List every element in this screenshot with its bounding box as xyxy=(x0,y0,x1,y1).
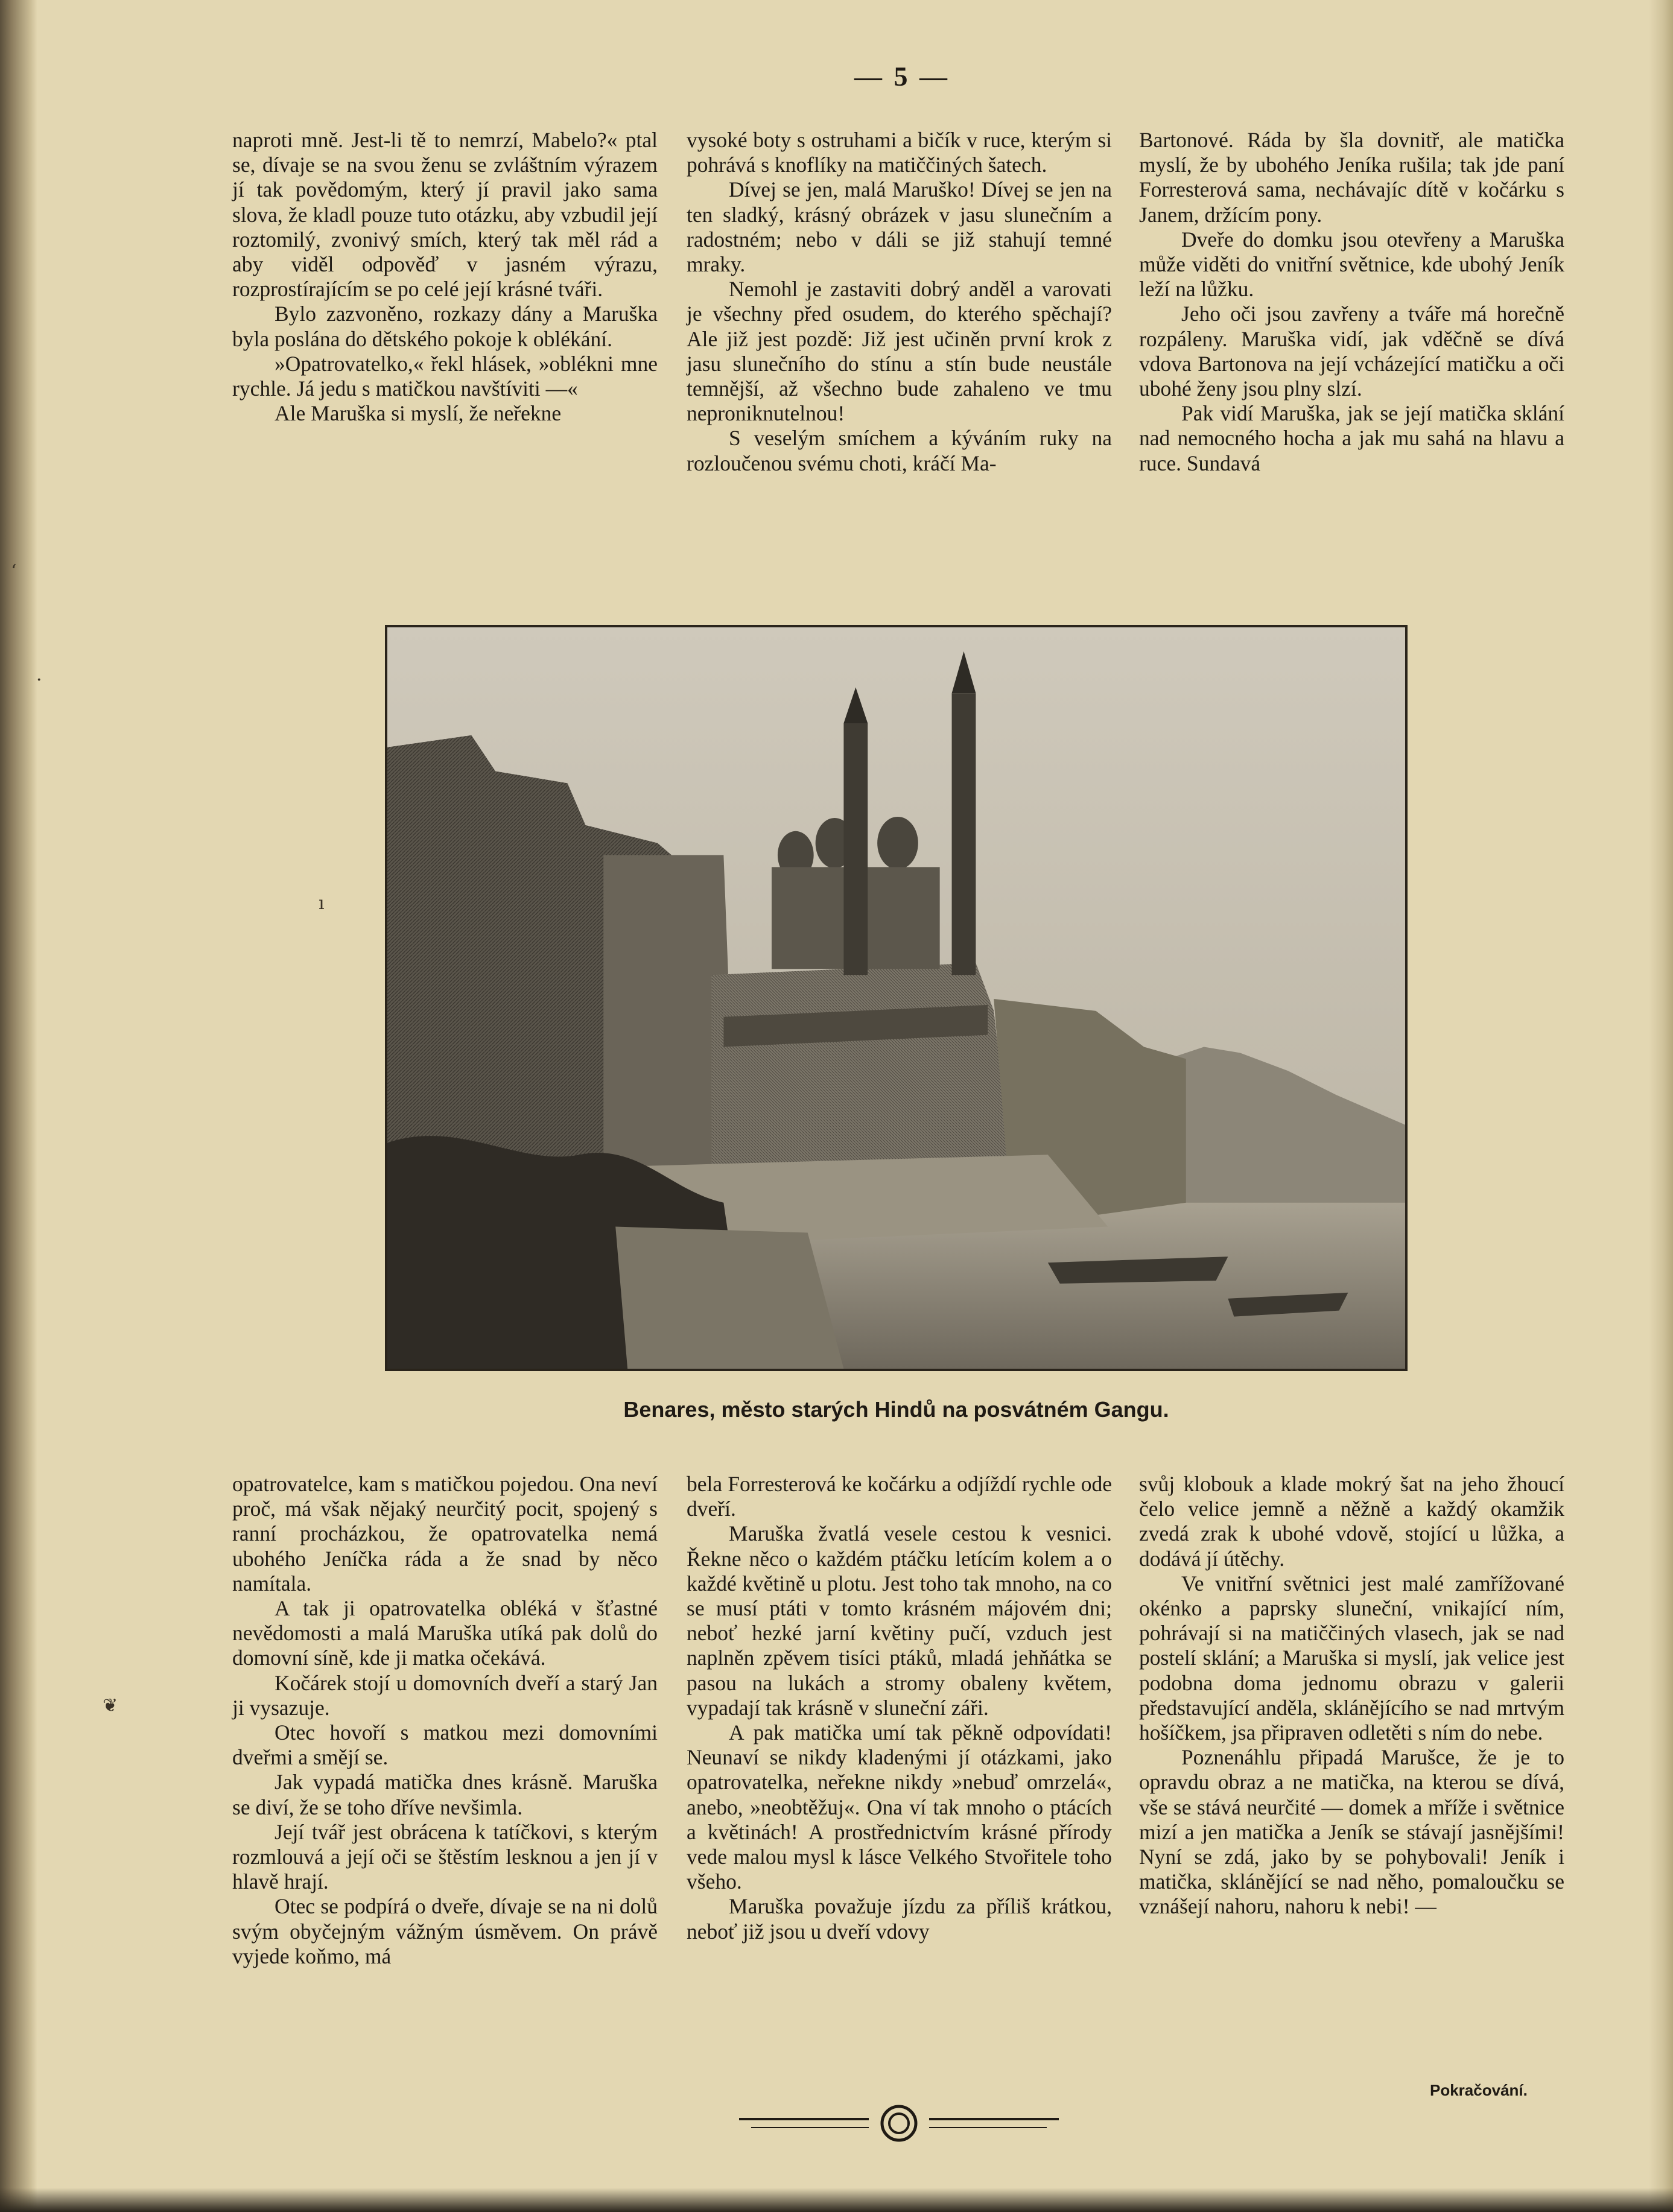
engraving-image xyxy=(387,627,1405,1369)
text-column-top-2 xyxy=(687,128,1112,476)
text-column-bottom-2 xyxy=(687,1472,1112,1944)
paragraph: Dívej se jen, malá Maruško! Dívej se jen na ten sladký, krásný obrázek v jasu slunečním a radostném; nebo v dáli se již stahují temné mraky. xyxy=(687,177,1112,277)
continued-note: Pokračování. xyxy=(1430,2081,1528,2099)
figure-caption: Benares, město starých Hindů na posvátném Gangu. xyxy=(623,1397,1169,1422)
text-column-bottom-1 xyxy=(232,1472,658,1969)
paragraph: A tak ji opatrovatelka obléká v šťastné nevědomosti a malá Maruška utíká pak dolů do domovní síně, kde ji matka očekává. xyxy=(232,1596,658,1670)
paragraph: Nemohl je zastaviti dobrý anděl a varovati je všechny před osudem, do kterého spěchají? Ale již jest pozdě: Již jest učiněn první krok z jasu slunečního do stínu a stín bude neustále temnější, až všechno bude zahaleno ve tmu neproniknutelnou! xyxy=(687,277,1112,426)
paragraph: »Opatrovatelko,« řekl hlásek, »oblékni mne rychle. Já jedu s matičkou navštíviti —« xyxy=(232,351,658,401)
paragraph: bela Forresterová ke kočárku a odjíždí rychle ode dveří. xyxy=(687,1472,1112,1521)
paragraph: svůj klobouk a klade mokrý šat na jeho žhoucí čelo velice jemně a něžně a každý okamžik zvedá zrak k ubohé vdově, stojící u lůžka, a dodává jí útěchy. xyxy=(1139,1472,1564,1571)
text-column-top-3 xyxy=(1139,128,1564,476)
margin-mark: ‘ xyxy=(11,561,17,582)
paragraph: Maruška považuje jízdu za příliš krátkou, neboť již jsou u dveří vdovy xyxy=(687,1894,1112,1944)
text-column-bottom-3 xyxy=(1139,1472,1564,1919)
text-column-top-1 xyxy=(232,128,658,426)
paragraph: Maruška žvatlá vesele cestou k vesnici. Řekne něco o každém ptáčku letícím kolem a o každé květině u plotu. Jest toho tak mnoho, na co se musí ptáti v tomto krásném májovém dni; neboť hezké jarní květiny pučí, vzduch jest naplněn zpěvem tisíci ptáků, mladá jehňátka se pasou na lukách a stromy obaleny květem, vypadají tak krásně v sluneční záři. xyxy=(687,1521,1112,1720)
paragraph: Dveře do domku jsou otevřeny a Maruška může viděti do vnitřní světnice, kde ubohý Jeník leží na lůžku. xyxy=(1139,227,1564,302)
book-spine xyxy=(0,0,37,2212)
paragraph: naproti mně. Jest-li tě to nemrzí, Mabelo?« ptal se, dívaje se na svou ženu se zvláštním výrazem jí tak povědomým, který jí pravil jako sama slova, že kladl pouze tuto otázku, aby vzbudil její roztomilý, zvonivý smích, který tak měl rád a aby viděl odpověď v jasném výrazu, rozprostírajícím se po celé její krásné tváři. xyxy=(232,128,658,302)
paragraph: A pak matička umí tak pěkně odpovídati! Neunaví se nikdy kladenými jí otázkami, jako opatrovatelka, neřekne nikdy »nebuď omrzelá«, anebo, »neobtěžuj«. Ona ví tak mnoho o ptácích a květinách! A prostřednictvím krásné přírody vede malou mysl k lásce Velkého Stvořitele toho všeho. xyxy=(687,1720,1112,1894)
paragraph: Otec se podpírá o dveře, dívaje se na ni dolů svým obyčejným vážným úsměvem. On právě vyjede koňmo, má xyxy=(232,1894,658,1968)
end-ornament xyxy=(733,2102,1065,2144)
paragraph: Jeho oči jsou zavřeny a tváře má horečně rozpáleny. Maruška vidí, jak vděčně se dívá vdova Bartonova na její vcházející matičku a oči ubohé ženy jsou plny slzí. xyxy=(1139,302,1564,401)
benares-illustration xyxy=(385,625,1408,1371)
paragraph: Poznenáhlu připadá Marušce, že je to opravdu obraz a ne matička, na kterou se dívá, vše se stává neurčité — domek a mříže i světnice mizí a jen matička a Jeník se stávají jasnějšími! Nyní se zdá, jako by se pohybovali! Jeník i matička, sklánějící se nad něho, pomaloučku se vznášejí nahoru, nahoru k nebi! — xyxy=(1139,1745,1564,1919)
paragraph: Pak vidí Maruška, jak se její matička sklání nad nemocného hocha a jak mu sahá na hlavu a ruce. Sundavá xyxy=(1139,401,1564,475)
margin-mark: · xyxy=(36,670,42,691)
paragraph: Ale Maruška si myslí, že neřekne xyxy=(275,401,562,426)
margin-mark: ❦ xyxy=(103,1695,118,1716)
paragraph: Ve vnitřní světnici jest malé zamřížované okénko a paprsky sluneční, vnikající ním, pohrávají si na matiččiných vlasech, jak se nad postelí sklání; a Maruška si myslí, jak velice jest podobna doma jednomu obrazu v galerii představující anděla, sklánějícího se nad mrtvým hošíčkem, jsa připraven odletěti s ním do nebe. xyxy=(1139,1571,1564,1745)
paragraph: Kočárek stojí u domovních dveří a starý Jan ji vysazuje. xyxy=(232,1670,658,1720)
paragraph: S veselým smíchem a kýváním ruky na rozloučenou svému choti, kráčí Ma- xyxy=(687,426,1112,475)
paragraph: opatrovatelce, kam s matičkou pojedou. Ona neví proč, má však nějaký neurčitý pocit, spojený s ranní procházkou, že opatrovatelka nemá ubohého Jeníčka ráda a že snad by něco namítala. xyxy=(232,1472,658,1596)
paragraph: Jak vypadá matička dnes krásně. Maruška se diví, že se toho dříve nevšimla. xyxy=(232,1770,658,1819)
paragraph: Její tvář jest obrácena k tatíčkovi, s kterým rozmlouvá a její oči se štěstím lesknou a jen jí v hlavě hrají. xyxy=(232,1819,658,1894)
page-number: — 5 — xyxy=(854,61,950,92)
page-edge-right xyxy=(1649,0,1673,2212)
paragraph: Bylo zazvoněno, rozkazy dány a Maruška byla poslána do dětského pokoje k oblékání. xyxy=(232,302,658,351)
margin-mark: ı xyxy=(319,893,325,914)
page-edge-bottom xyxy=(0,2188,1673,2212)
paragraph: Bartonové. Ráda by šla dovnitř, ale matička myslí, že by ubohého Jeníka rušila; tak jde paní Forresterová sama, nechávajíc dítě v kočárku s Janem, držícím pony. xyxy=(1139,128,1564,227)
paragraph: vysoké boty s ostruhami a bičík v ruce, kterým si pohrává s knoflíky na matiččiných šatech. xyxy=(687,128,1112,177)
paragraph: Otec hovoří s matkou mezi domovními dveřmi a smějí se. xyxy=(232,1720,658,1770)
